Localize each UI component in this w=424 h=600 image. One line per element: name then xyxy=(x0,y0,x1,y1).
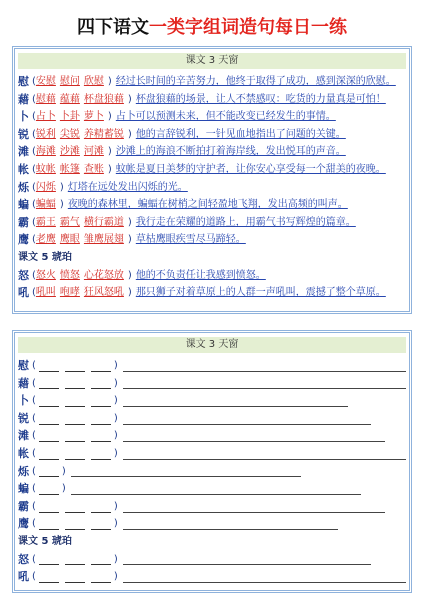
word-example: 狂风怒吼 xyxy=(83,287,124,299)
word-example: 蝙蝠 xyxy=(35,199,56,211)
sentence-answer-line xyxy=(71,483,361,495)
practice-row xyxy=(18,498,406,516)
word-blank xyxy=(65,553,85,565)
word-example: 心花怒放 xyxy=(83,269,124,281)
open-paren: ( xyxy=(32,430,36,442)
example-row xyxy=(18,143,406,161)
practice-row xyxy=(18,480,406,498)
target-character: 霸 xyxy=(18,499,29,513)
sentence-answer-line xyxy=(123,518,338,530)
open-paren: ( xyxy=(32,395,36,407)
worksheet-title xyxy=(0,14,424,42)
open-paren: ( xyxy=(32,412,36,424)
title-grade-subject: 四下语文 xyxy=(77,17,149,38)
close-paren: ) xyxy=(113,571,118,583)
word-example: 鹰眼 xyxy=(59,234,80,246)
practice-box xyxy=(12,330,412,593)
word-blank xyxy=(91,501,111,513)
word-example: 查账 xyxy=(83,163,104,175)
word-example: 锐利 xyxy=(35,128,56,140)
word-blank xyxy=(39,413,59,425)
example-row xyxy=(18,214,406,232)
word-example: 霸气 xyxy=(59,216,80,228)
target-character: 怒 xyxy=(18,268,29,282)
section-heading-row xyxy=(18,533,406,551)
example-row xyxy=(18,196,406,214)
sentence-answer-line xyxy=(71,465,301,477)
practice-row xyxy=(18,568,406,586)
word-example: 怒火 xyxy=(35,269,56,281)
example-sentence: 经过长时间的辛苦努力，他终于取得了成功，感到深深的欣慰。 xyxy=(115,76,396,87)
example-sentence: 草枯鹰眼疾雪尽马蹄轻。 xyxy=(135,234,246,246)
open-paren: ( xyxy=(32,181,36,193)
word-blank xyxy=(39,553,59,565)
word-example: 慰藉 xyxy=(35,93,56,105)
sentence-answer-line xyxy=(123,430,385,442)
title-topic: 一类字组词造句每日一练 xyxy=(149,17,347,38)
target-character: 烁 xyxy=(18,464,29,478)
example-sentence: 灯塔在远处发出闪烁的光。 xyxy=(67,181,188,193)
close-paren: ) xyxy=(61,483,66,495)
word-blank xyxy=(65,448,85,460)
target-character: 卜 xyxy=(18,110,29,124)
word-blank xyxy=(65,518,85,530)
word-example: 咆哮 xyxy=(59,287,80,299)
word-example: 蚊帐 xyxy=(35,163,56,175)
open-paren: ( xyxy=(32,360,36,371)
target-character: 锐 xyxy=(18,411,29,425)
word-blank xyxy=(39,501,59,513)
word-blank xyxy=(65,395,85,407)
close-paren: ) xyxy=(113,518,118,530)
target-character: 蝙 xyxy=(18,482,29,496)
open-paren: ( xyxy=(32,128,36,140)
example-sentence: 夜晚的森林里，蝙蝠在树梢之间轻盈地飞翔，发出高频的叫声。 xyxy=(67,199,348,211)
target-character: 蝙 xyxy=(18,198,29,212)
open-paren: ( xyxy=(32,500,36,512)
section-heading: 课文 5 琥珀 xyxy=(18,535,72,547)
target-character: 慰 xyxy=(18,359,29,372)
example-row xyxy=(18,91,406,109)
open-paren: ( xyxy=(32,216,36,228)
target-character: 怒 xyxy=(18,552,29,566)
word-example: 河滩 xyxy=(83,146,104,158)
sentence-answer-line xyxy=(123,377,406,389)
word-example: 闪烁 xyxy=(35,181,56,193)
sentence-answer-line xyxy=(123,571,406,583)
word-blank xyxy=(39,465,59,477)
target-character: 吼 xyxy=(18,570,29,584)
target-character: 鹰 xyxy=(18,517,29,531)
example-sentence: 我行走在荣耀的道路上，用霸气书写辉煌的篇章。 xyxy=(135,216,356,228)
word-blank xyxy=(39,395,59,407)
close-paren: ) xyxy=(107,163,112,175)
close-paren: ) xyxy=(113,553,118,565)
word-example: 安慰 xyxy=(35,76,56,87)
word-example: 海滩 xyxy=(35,146,56,158)
word-blank xyxy=(65,430,85,442)
open-paren: ( xyxy=(32,287,36,299)
word-blank xyxy=(91,430,111,442)
example-row xyxy=(18,284,406,302)
word-example: 尖锐 xyxy=(59,128,80,140)
target-character: 藉 xyxy=(18,376,29,390)
open-paren: ( xyxy=(32,93,36,105)
word-example: 欣慰 xyxy=(83,76,104,87)
word-blank xyxy=(91,360,111,372)
word-blank xyxy=(91,448,111,460)
word-example: 老鹰 xyxy=(35,234,56,246)
sentence-answer-line xyxy=(123,360,406,372)
close-paren: ) xyxy=(59,181,64,193)
word-example: 杯盘狼藉 xyxy=(83,93,124,105)
sentence-answer-line xyxy=(123,553,371,565)
section-heading: 课文 5 琥珀 xyxy=(18,251,72,263)
close-paren: ) xyxy=(113,430,118,442)
word-example: 横行霸道 xyxy=(83,216,124,228)
word-example: 养精蓄锐 xyxy=(83,128,124,140)
target-character: 帐 xyxy=(18,446,29,460)
target-character: 卜 xyxy=(18,394,29,408)
example-box xyxy=(12,46,412,314)
target-character: 滩 xyxy=(18,429,29,443)
word-blank xyxy=(39,360,59,372)
word-example: 帐篷 xyxy=(59,163,80,175)
word-example: 沙滩 xyxy=(59,146,80,158)
example-sentence: 那只狮子对着草原上的人群一声吼叫，震撼了整个草原。 xyxy=(135,287,386,299)
open-paren: ( xyxy=(32,199,36,211)
example-row xyxy=(18,179,406,197)
sentence-answer-line xyxy=(123,448,406,460)
open-paren: ( xyxy=(32,377,36,389)
close-paren: ) xyxy=(113,360,118,371)
example-lesson-header: 课文 3 天窗 xyxy=(18,53,406,69)
sentence-answer-line xyxy=(123,395,348,407)
word-blank xyxy=(91,413,111,425)
close-paren: ) xyxy=(113,395,118,407)
sentence-answer-line xyxy=(123,501,385,513)
example-sentence: 他的言辞锐利，一针见血地指出了问题的关键。 xyxy=(135,128,346,140)
target-character: 滩 xyxy=(18,145,29,159)
word-example: 萝卜 xyxy=(83,111,104,123)
word-blank xyxy=(65,413,85,425)
close-paren: ) xyxy=(113,447,118,459)
word-blank xyxy=(39,483,59,495)
open-paren: ( xyxy=(32,111,36,123)
open-paren: ( xyxy=(32,146,36,158)
target-character: 锐 xyxy=(18,127,29,141)
word-blank xyxy=(39,377,59,389)
close-paren: ) xyxy=(127,128,132,140)
open-paren: ( xyxy=(32,465,36,477)
example-sentence: 蚊帐是夏日美梦的守护者，让你安心享受每一个甜美的夜晚。 xyxy=(115,163,386,175)
word-blank xyxy=(91,553,111,565)
close-paren: ) xyxy=(113,500,118,512)
word-blank xyxy=(91,571,111,583)
practice-lesson-header: 课文 3 天窗 xyxy=(18,337,406,353)
target-character: 藉 xyxy=(18,92,29,106)
practice-row xyxy=(18,427,406,445)
word-example: 霸王 xyxy=(35,216,56,228)
word-blank xyxy=(65,501,85,513)
example-row xyxy=(18,73,406,91)
open-paren: ( xyxy=(32,483,36,495)
close-paren: ) xyxy=(59,199,64,211)
example-sentence: 沙滩上的海浪不断拍打着海岸线，发出悦耳的声音。 xyxy=(115,146,346,158)
practice-rows xyxy=(18,357,406,586)
open-paren: ( xyxy=(32,234,36,246)
close-paren: ) xyxy=(127,269,132,281)
word-example: 慰问 xyxy=(59,76,80,87)
close-paren: ) xyxy=(61,465,66,477)
example-sentence: 占卜可以预测未来，但不能改变已经发生的事情。 xyxy=(115,111,336,123)
example-row xyxy=(18,267,406,285)
word-blank xyxy=(65,377,85,389)
example-row xyxy=(18,108,406,126)
open-paren: ( xyxy=(32,571,36,583)
word-example: 占卜 xyxy=(35,111,56,123)
close-paren: ) xyxy=(107,76,112,87)
practice-row xyxy=(18,357,406,375)
open-paren: ( xyxy=(32,269,36,281)
word-blank xyxy=(65,571,85,583)
word-example: 卜卦 xyxy=(59,111,80,123)
word-blank xyxy=(39,430,59,442)
practice-row xyxy=(18,410,406,428)
word-blank xyxy=(91,395,111,407)
word-blank xyxy=(91,518,111,530)
practice-row xyxy=(18,445,406,463)
word-blank xyxy=(91,377,111,389)
close-paren: ) xyxy=(107,111,112,123)
word-example: 雏鹰展翅 xyxy=(83,234,124,246)
section-heading-row xyxy=(18,249,406,267)
open-paren: ( xyxy=(32,76,36,87)
practice-row xyxy=(18,551,406,569)
word-blank xyxy=(39,518,59,530)
target-character: 帐 xyxy=(18,162,29,176)
practice-row xyxy=(18,515,406,533)
open-paren: ( xyxy=(32,163,36,175)
target-character: 吼 xyxy=(18,286,29,300)
word-example: 吼叫 xyxy=(35,287,56,299)
close-paren: ) xyxy=(107,146,112,158)
example-row xyxy=(18,161,406,179)
practice-row xyxy=(18,392,406,410)
target-character: 霸 xyxy=(18,215,29,229)
sentence-answer-line xyxy=(123,413,371,425)
example-row xyxy=(18,231,406,249)
open-paren: ( xyxy=(32,553,36,565)
word-example: 愤怒 xyxy=(59,269,80,281)
open-paren: ( xyxy=(32,447,36,459)
close-paren: ) xyxy=(127,234,132,246)
target-character: 慰 xyxy=(18,75,29,88)
close-paren: ) xyxy=(127,287,132,299)
example-row xyxy=(18,126,406,144)
practice-row xyxy=(18,375,406,393)
close-paren: ) xyxy=(113,377,118,389)
close-paren: ) xyxy=(113,412,118,424)
target-character: 鹰 xyxy=(18,233,29,247)
word-blank xyxy=(65,360,85,372)
close-paren: ) xyxy=(127,216,132,228)
close-paren: ) xyxy=(127,93,132,105)
example-rows xyxy=(18,73,406,302)
example-sentence: 杯盘狼藉的场景，让人不禁感叹：吃货的力量真是可怕！ xyxy=(135,93,386,105)
example-sentence: 他的不负责任让我感到愤怒。 xyxy=(135,269,266,281)
word-blank xyxy=(39,571,59,583)
word-example: 蕴藉 xyxy=(59,93,80,105)
target-character: 烁 xyxy=(18,180,29,194)
open-paren: ( xyxy=(32,518,36,530)
word-blank xyxy=(39,448,59,460)
practice-row xyxy=(18,463,406,481)
